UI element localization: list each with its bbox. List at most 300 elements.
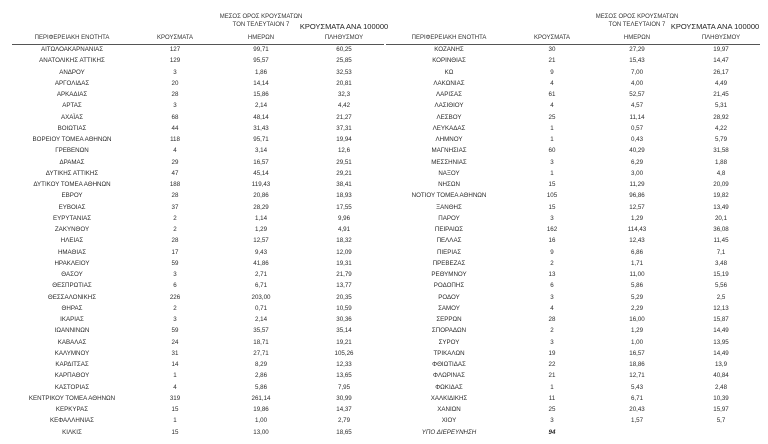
region-cell: ΝΗΣΩΝ xyxy=(438,181,460,188)
table-row xyxy=(12,112,384,123)
avg7-cell: 27,29 xyxy=(629,46,645,53)
table-row xyxy=(12,325,384,336)
per100k-cell: 12,09 xyxy=(336,248,352,256)
per100k-cell: 13,65 xyxy=(336,372,352,380)
per100k-cell: 19,31 xyxy=(336,259,352,267)
avg7-cell: 16,00 xyxy=(629,316,645,323)
cases-cell: 118 xyxy=(170,136,180,143)
cases-cell: 22 xyxy=(548,361,556,368)
table-row xyxy=(386,337,760,348)
region-cell: ΚΑΡΔΙΤΣΑΣ xyxy=(55,361,89,368)
per100k-cell: 25,85 xyxy=(336,57,352,65)
per100k-cell: 26,17 xyxy=(713,68,729,76)
table-row xyxy=(386,247,760,258)
cases-cell: 9 xyxy=(550,248,554,256)
table-row xyxy=(12,382,384,393)
table-row xyxy=(386,235,760,246)
avg7-cell: 5,86 xyxy=(254,383,268,391)
avg7-cell: 16,57 xyxy=(253,158,269,166)
per100k-cell: 29,21 xyxy=(336,169,352,177)
per100k-cell: 32,3 xyxy=(337,91,351,98)
footer-label: ΥΠΟ ΔΙΕΡΕΥΝΗΣΗ xyxy=(421,428,477,436)
header-divider xyxy=(386,44,760,45)
region-cell: ΝΟΤΙΟΥ ΤΟΜΕΑ ΑΘΗΝΩΝ xyxy=(411,192,487,200)
avg7-cell: 27,71 xyxy=(253,349,269,357)
per100k-cell: 2,79 xyxy=(337,417,351,425)
avg7-cell: 48,14 xyxy=(253,113,269,121)
cases-cell: 319 xyxy=(169,394,181,402)
table-row xyxy=(386,179,760,190)
right-table xyxy=(386,14,760,438)
avg7-cell: 15,43 xyxy=(629,57,645,65)
table-row xyxy=(386,213,760,224)
cases-cell: 25 xyxy=(548,406,556,413)
region-cell: ΚΑΣΤΟΡΙΑΣ xyxy=(54,383,90,391)
avg7-cell: 96,86 xyxy=(629,192,645,200)
avg7-cell: 11,14 xyxy=(629,113,645,121)
region-cell: ΛΕΣΒΟΥ xyxy=(436,113,462,121)
region-cell: ΛΗΜΝΟΥ xyxy=(435,136,463,143)
region-cell: ΧΑΛΚΙΔΙΚΗΣ xyxy=(430,394,468,402)
table-row xyxy=(12,303,384,314)
right-table-body xyxy=(386,44,760,427)
table-row xyxy=(12,415,384,426)
table-row xyxy=(386,67,760,78)
region-cell: ΠΕΙΡΑΙΩΣ xyxy=(434,226,464,233)
cases-cell: 6 xyxy=(173,282,177,290)
avg7-cell: 1,00 xyxy=(254,417,268,425)
table-row xyxy=(386,359,760,370)
cases-cell: 3 xyxy=(173,316,177,323)
cases-cell: 29 xyxy=(171,158,179,166)
cases-cell: 2 xyxy=(550,259,554,267)
cases-cell: 1 xyxy=(550,383,554,391)
cases-cell: 28 xyxy=(171,192,179,200)
avg7-cell: 18,71 xyxy=(253,338,269,346)
per100k-cell: 18,93 xyxy=(336,192,352,200)
region-cell: ΑΡΤΑΣ xyxy=(62,102,82,110)
table-row xyxy=(12,292,384,303)
cases-cell: 21 xyxy=(548,372,556,380)
cases-cell: 68 xyxy=(171,113,179,121)
per100k-cell: 7,95 xyxy=(337,383,351,391)
per100k-cell: 21,27 xyxy=(336,113,352,121)
region-cell: ΘΑΣΟΥ xyxy=(61,271,83,278)
region-cell: ΘΕΣΠΡΩΤΙΑΣ xyxy=(52,282,92,290)
per100k-cell: 4,8 xyxy=(716,169,726,177)
table-row xyxy=(386,145,760,156)
cases-cell: 3 xyxy=(173,102,177,110)
footer-row xyxy=(386,427,760,438)
table-row xyxy=(386,44,760,55)
region-cell: ΙΚΑΡΙΑΣ xyxy=(60,316,84,323)
cases-cell: 162 xyxy=(546,226,558,233)
region-cell: ΚΑΛΥΜΝΟΥ xyxy=(54,349,90,357)
region-cell: ΒΟΙΩΤΙΑΣ xyxy=(57,124,87,132)
per100k-cell: 5,79 xyxy=(714,136,728,143)
cases-cell: 129 xyxy=(169,57,181,65)
region-cell: ΔΥΤΙΚΗΣ ΑΤΤΙΚΗΣ xyxy=(45,169,99,177)
table-row xyxy=(386,325,760,336)
table-row xyxy=(386,89,760,100)
per100k-cell: 2,5 xyxy=(716,293,726,301)
avg7-cell: 2,71 xyxy=(254,271,268,278)
cases-cell: 4 xyxy=(550,79,554,87)
region-cell: ΖΑΚΥΝΘΟΥ xyxy=(54,226,90,233)
table-row xyxy=(386,224,760,235)
region-cell: ΗΜΑΘΙΑΣ xyxy=(57,248,87,256)
cases-cell: 25 xyxy=(548,113,556,121)
table-row xyxy=(12,123,384,134)
avg7-cell: 20,86 xyxy=(253,192,269,200)
header-per100k-line2: ΠΛΗΘΥΣΜΟΥ xyxy=(324,35,364,41)
per100k-cell: 14,47 xyxy=(713,57,729,65)
table-row xyxy=(12,55,384,66)
avg7-cell: 20,43 xyxy=(629,406,645,413)
table-row xyxy=(12,145,384,156)
per100k-cell: 5,31 xyxy=(714,102,728,110)
per100k-cell: 14,49 xyxy=(713,327,729,335)
table-row xyxy=(12,235,384,246)
avg7-cell: 8,29 xyxy=(254,361,268,368)
per100k-cell: 4,42 xyxy=(337,102,351,110)
header-avg-line2: ΤΟΝ ΤΕΛΕΥΤΑΙΟΝ 7 xyxy=(608,22,666,28)
table-row xyxy=(386,55,760,66)
per100k-cell: 20,81 xyxy=(336,79,352,87)
region-cell: ΑΧΑΪΑΣ xyxy=(60,113,84,121)
region-cell: ΚΑΒΑΛΑΣ xyxy=(57,338,87,346)
avg7-cell: 2,86 xyxy=(254,372,268,380)
left-table-header xyxy=(12,14,389,44)
avg7-cell: 52,57 xyxy=(629,91,645,98)
per100k-cell: 60,25 xyxy=(336,46,352,53)
avg7-cell: 4,57 xyxy=(630,102,644,110)
table-row xyxy=(12,427,384,438)
region-cell: ΦΛΩΡΙΝΑΣ xyxy=(433,372,465,380)
avg7-cell: 15,86 xyxy=(253,91,269,98)
cases-cell: 24 xyxy=(171,338,179,346)
region-cell: ΡΟΔΟΥ xyxy=(438,293,460,301)
per100k-cell: 4,49 xyxy=(714,79,728,87)
region-cell: ΣΠΟΡΑΔΩΝ xyxy=(431,327,467,335)
table-row xyxy=(12,67,384,78)
table-row xyxy=(386,269,760,280)
avg7-cell: 16,57 xyxy=(629,349,645,357)
per100k-cell: 7,1 xyxy=(716,248,726,256)
left-table-body xyxy=(12,44,384,438)
table-row xyxy=(12,348,384,359)
per100k-cell: 20,1 xyxy=(714,214,728,222)
table-row xyxy=(386,303,760,314)
table-row xyxy=(386,78,760,89)
avg7-cell: 1,00 xyxy=(630,338,644,346)
avg7-cell: 28,29 xyxy=(253,203,269,211)
table-row xyxy=(12,44,384,55)
cases-cell: 14 xyxy=(171,361,179,368)
avg7-cell: 1,71 xyxy=(630,259,644,267)
region-cell: ΦΩΚΙΔΑΣ xyxy=(435,383,463,391)
per100k-cell: 19,97 xyxy=(713,46,729,53)
avg7-cell: 14,14 xyxy=(253,79,269,87)
table-row xyxy=(12,89,384,100)
avg7-cell: 114,43 xyxy=(627,226,647,233)
per100k-cell: 37,31 xyxy=(336,124,352,132)
region-cell: ΚΩ xyxy=(444,68,454,76)
header-per100k-line2: ΠΛΗΘΥΣΜΟΥ xyxy=(701,35,741,41)
cases-cell: 60 xyxy=(548,147,556,155)
avg7-cell: 0,57 xyxy=(630,124,644,132)
region-cell: ΡΕΘΥΜΝΟΥ xyxy=(431,271,467,278)
per100k-cell: 36,08 xyxy=(713,226,729,233)
cases-cell: 59 xyxy=(171,259,179,267)
cases-cell: 2 xyxy=(173,226,177,233)
per100k-cell: 13,95 xyxy=(713,338,729,346)
region-cell: ΑΝΑΤΟΛΙΚΗΣ ΑΤΤΙΚΗΣ xyxy=(39,57,105,65)
cases-cell: 31 xyxy=(171,349,179,357)
region-cell: ΣΕΡΡΩΝ xyxy=(436,316,462,323)
region-cell: ΜΑΓΝΗΣΙΑΣ xyxy=(431,147,467,155)
header-region: ΠΕΡΙΦΕΡΕΙΑΚΗ ΕΝΟΤΗΤΑ xyxy=(411,35,487,41)
region-cell: ΚΕΡΚΥΡΑΣ xyxy=(55,406,89,413)
table-row xyxy=(386,382,760,393)
table-row xyxy=(386,190,760,201)
region-cell: ΚΟΡΙΝΘΙΑΣ xyxy=(432,57,466,65)
region-cell: ΤΡΙΚΑΛΩΝ xyxy=(433,349,465,357)
table-row xyxy=(12,269,384,280)
table-row xyxy=(386,258,760,269)
header-avg-line1: ΜΕΣΟΣ ΟΡΟΣ ΚΡΟΥΣΜΑΤΩΝ xyxy=(595,14,679,20)
per100k-cell: 15,87 xyxy=(713,316,729,323)
cases-cell: 47 xyxy=(171,169,179,177)
per100k-cell: 30,36 xyxy=(336,316,352,323)
region-cell: ΘΗΡΑΣ xyxy=(61,304,83,312)
avg7-cell: 2,14 xyxy=(254,316,268,323)
avg7-cell: 95,57 xyxy=(253,57,269,65)
footer-empty xyxy=(682,427,760,438)
avg7-cell: 95,71 xyxy=(253,136,269,143)
table-row xyxy=(12,314,384,325)
cases-cell: 127 xyxy=(169,46,181,53)
avg7-cell: 45,14 xyxy=(253,169,269,177)
avg7-cell: 1,14 xyxy=(254,214,268,222)
region-cell: ΞΑΝΘΗΣ xyxy=(436,203,462,211)
cases-cell: 17 xyxy=(171,248,179,256)
cases-cell: 11 xyxy=(548,394,556,402)
header-cases: ΚΡΟΥΣΜΑΤΑ xyxy=(534,35,570,41)
table-row xyxy=(12,134,384,145)
table-row xyxy=(12,202,384,213)
avg7-cell: 3,14 xyxy=(254,147,268,155)
avg7-cell: 0,71 xyxy=(254,304,268,312)
cases-cell: 19 xyxy=(548,349,556,357)
per100k-cell: 12,33 xyxy=(336,361,352,368)
per100k-cell: 13,49 xyxy=(713,203,729,211)
per100k-cell: 14,49 xyxy=(713,349,729,357)
per100k-cell: 10,39 xyxy=(713,394,729,402)
avg7-cell: 1,86 xyxy=(254,68,268,76)
footer-value: 94 xyxy=(548,428,556,436)
per100k-cell: 15,97 xyxy=(713,406,729,413)
cases-cell: 4 xyxy=(550,102,554,110)
cases-cell: 1 xyxy=(173,372,177,380)
header-avg-line1: ΜΕΣΟΣ ΟΡΟΣ ΚΡΟΥΣΜΑΤΩΝ xyxy=(219,14,303,20)
cases-cell: 1 xyxy=(550,169,554,177)
avg7-cell: 18,86 xyxy=(629,361,645,368)
header-per100k-line1: ΚΡΟΥΣΜΑΤΑ ΑΝΑ 100000 xyxy=(670,22,760,31)
avg7-cell: 12,57 xyxy=(253,237,269,245)
per100k-cell: 12,13 xyxy=(713,304,729,312)
table-row xyxy=(386,393,760,404)
region-cell: ΚΙΛΚΙΣ xyxy=(62,428,82,436)
cases-cell: 44 xyxy=(171,124,179,132)
table-row xyxy=(12,100,384,111)
per100k-cell: 19,94 xyxy=(336,136,352,143)
cases-cell: 3 xyxy=(550,214,554,222)
table-row xyxy=(12,157,384,168)
table-row xyxy=(386,370,760,381)
per100k-cell: 3,48 xyxy=(714,259,728,267)
region-cell: ΡΟΔΟΠΗΣ xyxy=(433,282,465,290)
table-row xyxy=(386,348,760,359)
cases-cell: 28 xyxy=(171,237,179,245)
per100k-cell: 29,51 xyxy=(336,158,352,166)
cases-cell: 21 xyxy=(548,57,556,65)
per100k-cell: 20,35 xyxy=(336,293,352,301)
cases-cell: 3 xyxy=(550,158,554,166)
region-cell: ΧΑΝΙΩΝ xyxy=(437,406,461,413)
per100k-cell: 18,32 xyxy=(336,237,352,245)
cases-cell: 61 xyxy=(548,91,556,98)
table-row xyxy=(386,314,760,325)
region-cell: ΠΑΡΟΥ xyxy=(438,214,460,222)
region-cell: ΔΡΑΜΑΣ xyxy=(59,158,85,166)
per100k-cell: 1,88 xyxy=(714,158,728,166)
table-row xyxy=(386,100,760,111)
table-row xyxy=(12,404,384,415)
avg7-cell: 203,00 xyxy=(251,293,271,301)
table-row xyxy=(386,123,760,134)
avg7-cell: 11,00 xyxy=(629,271,645,278)
region-cell: ΛΑΡΙΣΑΣ xyxy=(436,91,462,98)
cases-cell: 15 xyxy=(171,428,179,436)
cases-cell: 6 xyxy=(550,282,554,290)
avg7-cell: 2,29 xyxy=(630,304,644,312)
region-cell: ΠΡΕΒΕΖΑΣ xyxy=(432,259,466,267)
avg7-cell: 261,14 xyxy=(251,394,271,402)
region-cell: ΕΥΒΟΙΑΣ xyxy=(58,203,86,211)
per100k-cell: 21,45 xyxy=(713,91,729,98)
cases-cell: 1 xyxy=(173,417,177,425)
avg7-cell: 11,29 xyxy=(629,181,645,188)
table-row xyxy=(12,337,384,348)
per100k-cell: 28,92 xyxy=(713,113,729,121)
region-cell: ΚΕΝΤΡΙΚΟΥ ΤΟΜΕΑ ΑΘΗΝΩΝ xyxy=(28,394,116,402)
avg7-cell: 40,29 xyxy=(629,147,645,155)
per100k-cell: 13,77 xyxy=(336,282,352,290)
cases-cell: 4 xyxy=(550,304,554,312)
region-cell: ΝΑΞΟΥ xyxy=(438,169,460,177)
per100k-cell: 18,65 xyxy=(336,428,352,436)
avg7-cell: 0,43 xyxy=(630,136,644,143)
right-table-header xyxy=(386,14,760,44)
region-cell: ΕΥΡΥΤΑΝΙΑΣ xyxy=(52,214,92,222)
per100k-cell: 11,45 xyxy=(713,237,729,245)
avg7-cell: 6,71 xyxy=(630,394,644,402)
cases-cell: 2 xyxy=(550,327,554,335)
per100k-cell: 15,19 xyxy=(713,271,729,278)
region-cell: ΑΡΓΟΛΙΔΑΣ xyxy=(54,79,90,87)
cases-cell: 37 xyxy=(171,203,179,211)
region-cell: ΠΙΕΡΙΑΣ xyxy=(436,248,462,256)
avg7-cell: 2,14 xyxy=(254,102,268,110)
cases-cell: 226 xyxy=(169,293,181,301)
per100k-cell: 10,59 xyxy=(336,304,352,312)
header-avg-line2: ΤΟΝ ΤΕΛΕΥΤΑΙΟΝ 7 xyxy=(232,22,290,28)
per100k-cell: 4,91 xyxy=(337,226,351,233)
per100k-cell: 105,26 xyxy=(334,349,354,357)
cases-cell: 9 xyxy=(550,68,554,76)
avg7-cell: 12,57 xyxy=(629,203,645,211)
table-row xyxy=(12,393,384,404)
avg7-cell: 19,86 xyxy=(253,406,269,413)
table-row xyxy=(12,247,384,258)
avg7-cell: 6,86 xyxy=(630,248,644,256)
per100k-cell: 40,84 xyxy=(713,372,729,380)
avg7-cell: 4,00 xyxy=(630,79,644,87)
cases-cell: 20 xyxy=(171,79,179,87)
region-cell: ΛΑΣΙΘΙΟΥ xyxy=(434,102,464,110)
table-row xyxy=(12,224,384,235)
region-cell: ΙΩΑΝΝΙΝΩΝ xyxy=(54,327,90,335)
table-row xyxy=(386,157,760,168)
avg7-cell: 12,71 xyxy=(629,372,645,380)
table-row xyxy=(12,179,384,190)
cases-cell: 3 xyxy=(550,338,554,346)
table-row xyxy=(12,359,384,370)
avg7-cell: 1,29 xyxy=(630,214,644,222)
avg7-cell: 1,29 xyxy=(254,226,268,233)
avg7-cell: 9,43 xyxy=(254,248,268,256)
region-cell: ΕΒΡΟΥ xyxy=(61,192,83,200)
per100k-cell: 13,9 xyxy=(714,361,728,368)
table-row xyxy=(386,202,760,213)
cases-cell: 188 xyxy=(169,181,181,188)
cases-cell: 30 xyxy=(548,46,556,53)
region-cell: ΣΥΡΟΥ xyxy=(438,338,460,346)
cases-cell: 15 xyxy=(171,406,179,413)
header-cases: ΚΡΟΥΣΜΑΤΑ xyxy=(157,35,193,41)
avg7-cell: 5,43 xyxy=(630,383,644,391)
avg7-cell: 5,86 xyxy=(630,282,644,290)
table-row xyxy=(386,280,760,291)
per100k-cell: 30,99 xyxy=(336,394,352,402)
cases-cell: 15 xyxy=(548,181,556,188)
cases-cell: 2 xyxy=(173,304,177,312)
region-cell: ΑΙΤΩΛΟΑΚΑΡΝΑΝΙΑΣ xyxy=(40,46,104,53)
header-divider xyxy=(12,44,384,45)
avg7-cell: 1,29 xyxy=(630,327,644,335)
avg7-cell: 41,86 xyxy=(253,259,269,267)
avg7-cell: 12,43 xyxy=(629,237,645,245)
avg7-cell: 119,43 xyxy=(251,181,271,188)
cases-cell: 3 xyxy=(173,271,177,278)
region-cell: ΗΛΕΙΑΣ xyxy=(60,237,84,245)
region-cell: ΚΑΡΠΑΘΟΥ xyxy=(54,372,90,380)
region-cell: ΚΟΖΑΝΗΣ xyxy=(434,46,464,53)
cases-cell: 2 xyxy=(173,214,177,222)
cases-cell: 1 xyxy=(550,124,554,132)
region-cell: ΚΕΦΑΛΛΗΝΙΑΣ xyxy=(49,417,94,425)
